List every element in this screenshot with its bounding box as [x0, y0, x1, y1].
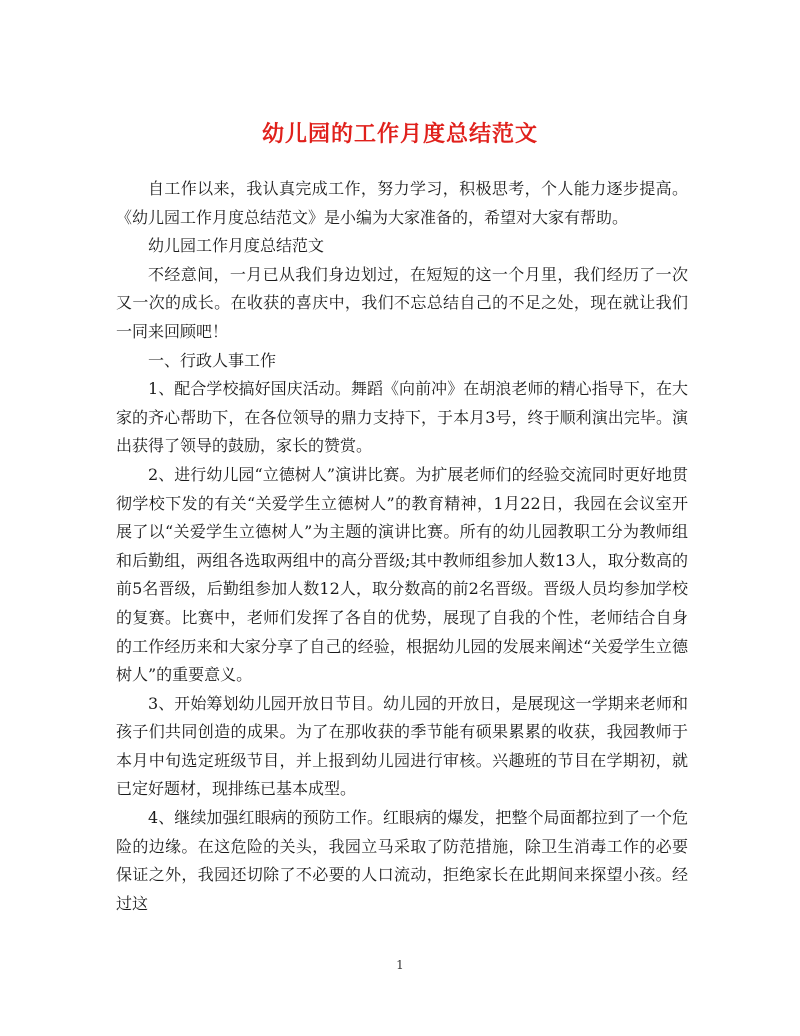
document-title: 幼儿园的工作月度总结范文 — [261, 120, 538, 147]
item-paragraph-1: 1、配合学校搞好国庆活动。舞蹈《向前冲》在胡浪老师的精心指导下，在大家的齐心帮助下，在各位领导的鼎力支持下，于本月3号，终于顺利演出完毕。演出获得了领导的鼓励，家长的赞赏。 — [116, 379, 688, 456]
section-heading-admin: 一、行政人事工作 — [148, 350, 277, 370]
document-body — [116, 175, 688, 918]
item-paragraph-4: 4、继续加强红眼病的预防工作。红眼病的爆发，把整个局面都拉到了一个危险的边缘。在这危险的关头，我园立马采取了防范措施，除卫生消毒工作的必要保证之外，我园还切除了不必要的人口流动，拒绝家长在此期间来探望小孩。经过这 — [116, 808, 688, 913]
page-number: 1 — [396, 958, 404, 972]
subtitle-paragraph: 幼儿园工作月度总结范文 — [148, 236, 325, 256]
item-paragraph-2: 2、进行幼儿园“立德树人”演讲比赛。为扩展老师们的经验交流同时更好地贯彻学校下发的有关“关爱学生立德树人”的教育精神，1月22日，我园在会议室开展了以“关爱学生立德树人”为主题的演讲比赛。所有的幼儿园教职工分为教师组和后勤组，两组各选取两组中的高分晋级;其中教师组参加人数13人，取分数高的前5名晋级，后勤组参加人数12人，取分数高的前2名晋级。晋级人员均参加学校的复赛。比赛中，老师们发挥了各自的优势，展现了自我的个性，老师结合自身的工作经历来和大家分享了自己的经验，根据幼儿园的发展来阐述“关爱学生立德树人”的重要意义。 — [116, 464, 688, 685]
opening-paragraph: 不经意间，一月已从我们身边划过，在短短的这一个月里，我们经历了一次又一次的成长。在收获的喜庆中，我们不忘总结自己的不足之处，现在就让我们一同来回顾吧！ — [116, 264, 688, 341]
item-paragraph-3: 3、开始筹划幼儿园开放日节目。幼儿园的开放日，是展现这一学期来老师和孩子们共同创造的成果。为了在那收获的季节能有硕果累累的收获，我园教师于本月中旬选定班级节目，并上报到幼儿园进行审核。兴趣班的节目在学期初，就已定好题材，现排练已基本成型。 — [116, 693, 688, 799]
intro-paragraph: 自工作以来，我认真完成工作，努力学习，积极思考，个人能力逐步提高。《幼儿园工作月度总结范文》是小编为大家准备的，希望对大家有帮助。 — [116, 179, 688, 227]
